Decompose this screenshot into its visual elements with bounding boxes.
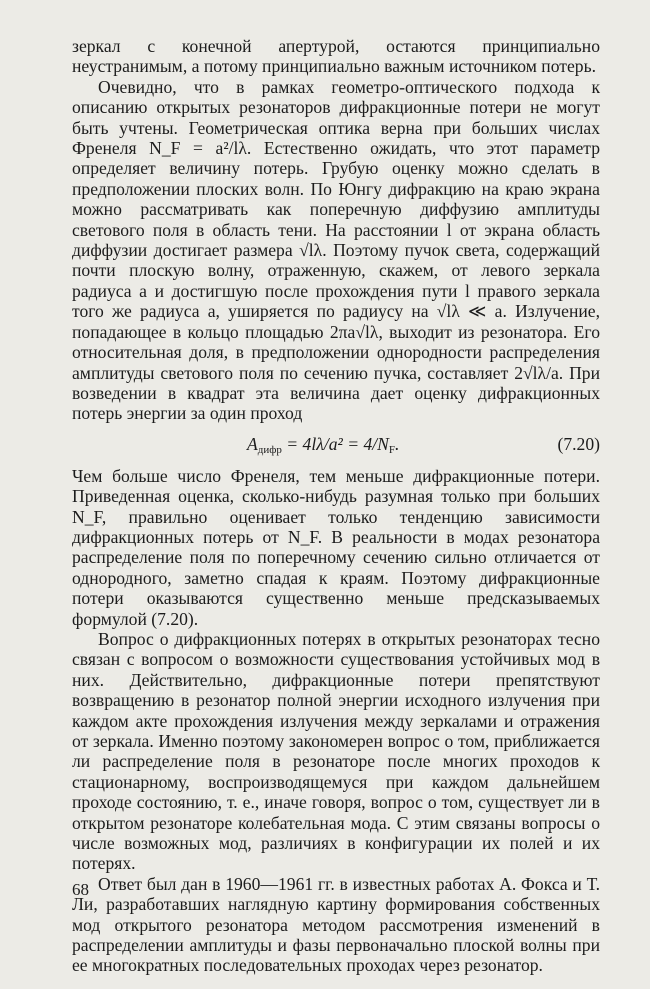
formula-line [72,428,600,460]
paragraph-5: Ответ был дан в 1960—1961 гг. в известных работах А. Фокса и Т. Ли, разработавших наглядную картину формирования собственных мод открытого резонатора методом рассмотрения изменений в распределении амплитуды и фазы первоначально плоской волны при ее многократных последовательных проходах через резонатор. [72,873,600,976]
paragraph-2: Очевидно, что в рамках геометро-оптического подхода к описанию открытых резонаторов дифракционные потери не могут быть учтены. Геометрическая оптика верна при больших числах Френеля N_F = a²/lλ. Естественно ожидать, что этот параметр определяет величину потерь. Грубую оценку можно сделать в предположении плоских волн. По Юнгу дифракцию на краю экрана можно рассматривать как поперечную диффузию амплитуды светового поля в область тени. На расстоянии l от экрана область диффузии достигает размера √lλ. Поэтому пучок света, содержащий почти плоскую волну, отраженную, скажем, от левого зеркала радиуса a и достигшую после прохождения пути l правого зеркала того же радиуса a, уширяется по радиусу на √lλ ≪ a. Излучение, попадающее в кольцо площадью 2πa√lλ, выходит из резонатора. Его относительная доля, в предположении однородности распределения амплитуды светового поля по сечению пучка, составляет 2√lλ/a. При возведении в квадрат эта величина дает оценку дифракционных потерь энергии за один проход [72,76,600,424]
paragraph-4: Вопрос о дифракционных потерях в открытых резонаторах тесно связан с вопросом о возможности существования устойчивых мод в них. Действительно, дифракционные потери препятствуют возвращению в резонатор полной энергии исходного излучения при каждом акте прохождения излучения между зеркалами и отражения от зеркала. Именно поэтому закономерен вопрос о том, приближается ли распределение поля в резонаторе после многих проходов к стационарному, воспроизводящемуся при каждом дальнейшем проходе состоянию, т. е., иначе говоря, вопрос о том, существует ли в открытом резонаторе колебательная мода. С этим связаны вопросы о числе возможных мод, различиях в конфигурации их полей и их потерях. [72,628,600,874]
equation-number: (7.20) [557,433,600,454]
formula-rhs: = 4lλ/a² = 4/N [281,433,389,454]
formula-7-20 [247,428,399,466]
page-number: 68 [72,880,89,899]
formula-lhs-subscript: дифр [257,443,282,456]
paragraph-3: Чем больше число Френеля, тем меньше дифракционные потери. Приведенная оценка, сколько-нибудь разумная только при больших N_F, правильно оценивает только тенденцию зависимости дифракционных потерь от N_F. В реальности в модах резонатора распределение поля по поперечному сечению сильно отличается от однородного, заметно спадая к краям. Поэтому дифракционные потери оказываются существенно меньше предсказываемых формулой (7.20). [72,465,600,629]
formula-rhs-subscript: F [388,443,396,456]
paragraph-1: зеркал с конечной апертурой, остаются принципиально неустранимым, а потому принципиально важным источником потерь. [72,36,600,77]
formula-lhs: A [247,433,258,454]
formula-rhs-end: . [395,433,400,454]
